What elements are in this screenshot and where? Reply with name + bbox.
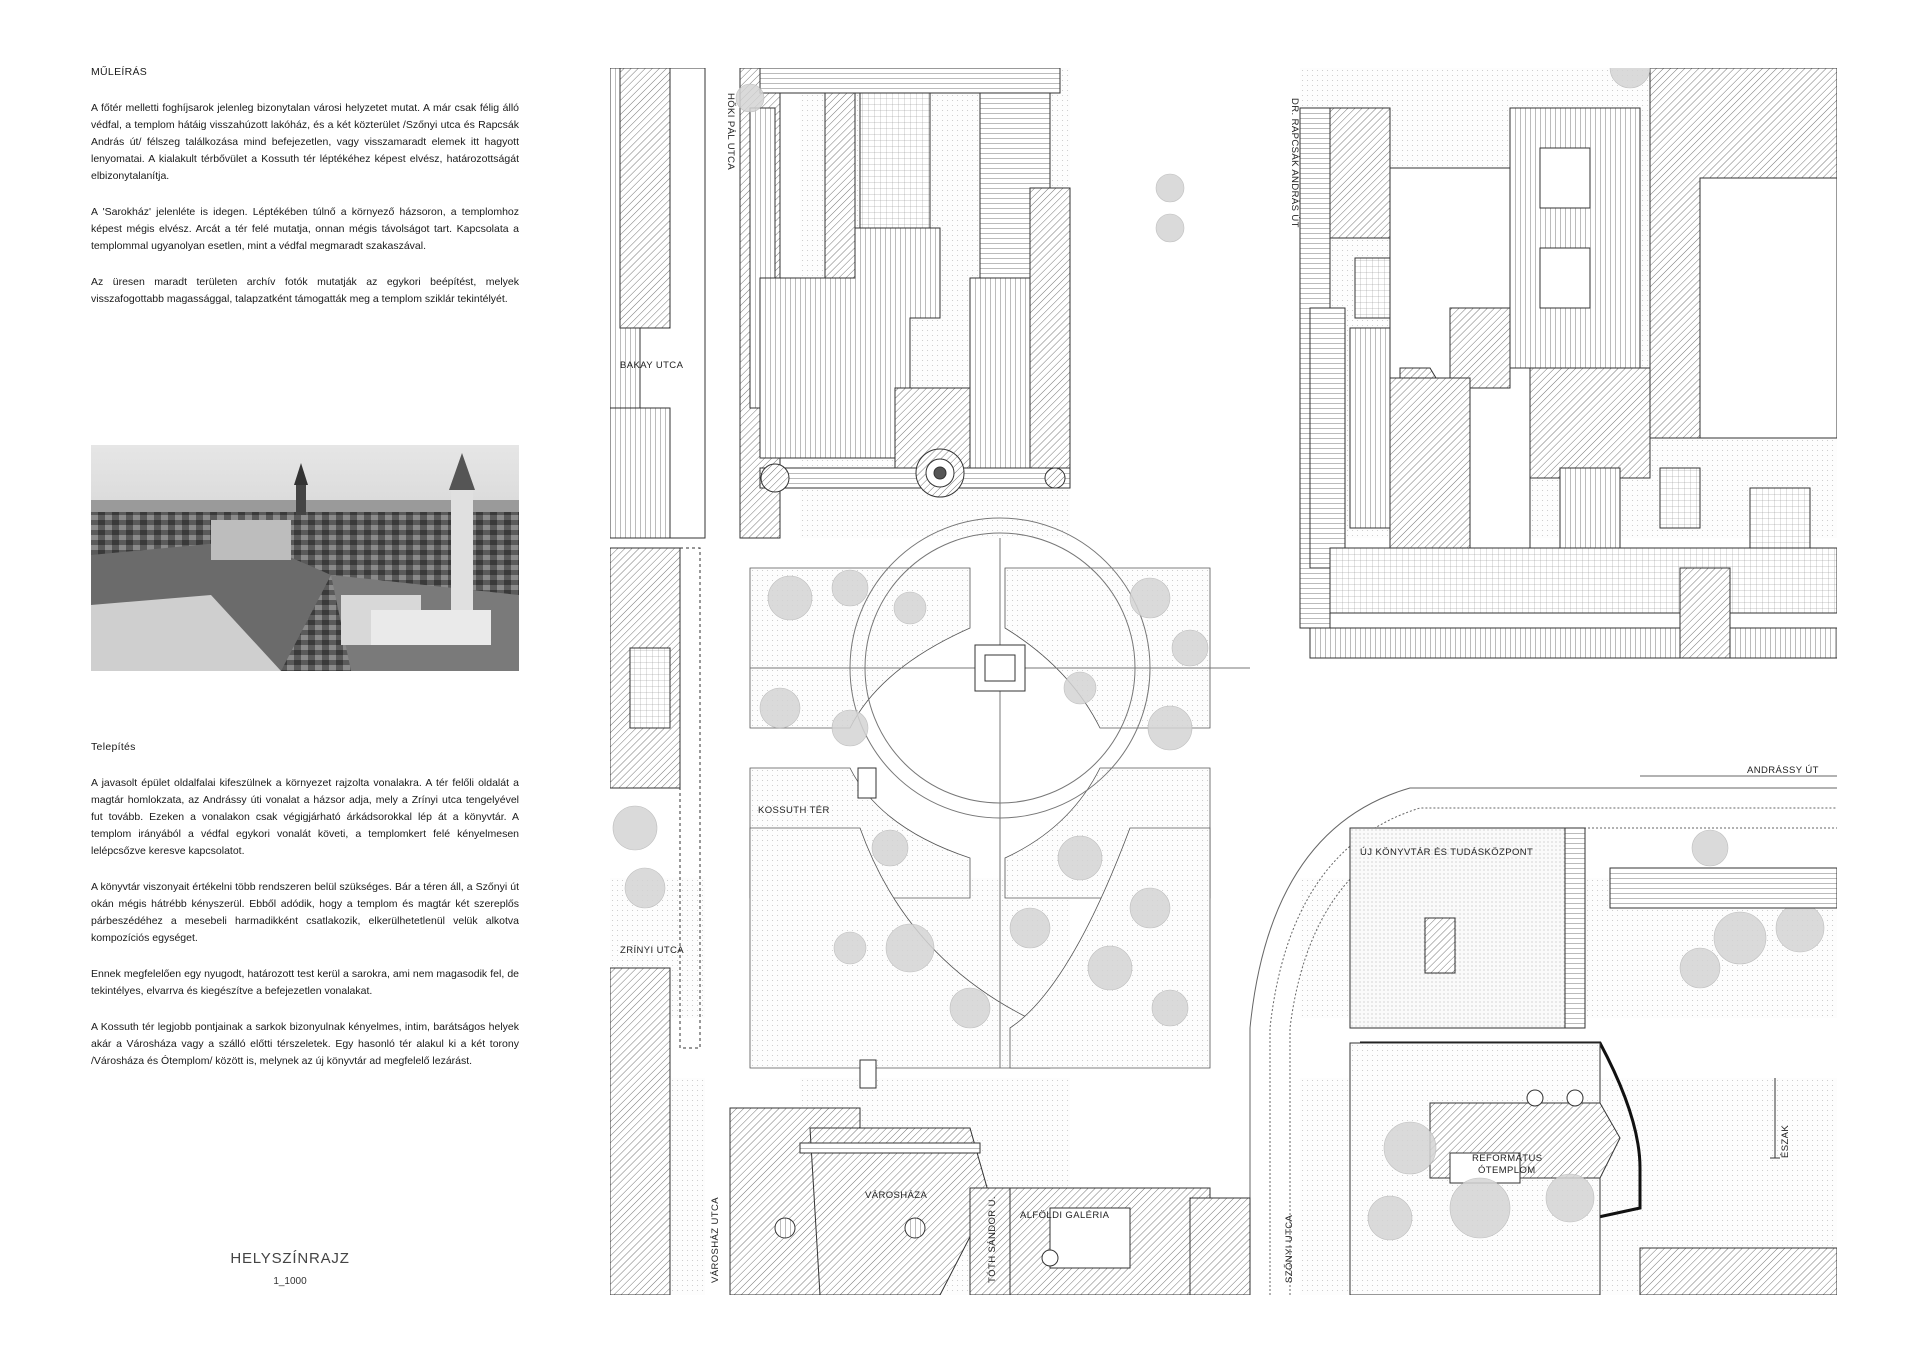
north-label: ÉSZAK bbox=[1780, 1124, 1791, 1158]
drawing-title: HELYSZÍNRAJZ bbox=[230, 1250, 350, 1267]
setting-paragraph-4: A Kossuth tér legjobb pontjainak a sarkok bizonyulnak kényelmes, intim, barátságos helyek akár a Városháza vagy a szálló előtti térszeletek. Egy hasonló tér alakul ki a két torony /Városháza és Ótemplom/ között is, melynek az új könyvtár ad megfelelő lezárást. bbox=[91, 1021, 519, 1067]
setting-paragraph-3: Ennek megfelelően egy nyugodt, határozott test kerül a sarokra, ami nem magasodik fel, de tekintélyes, elvarrva és kiegészítve a befejezetlen vonalakat. bbox=[91, 968, 519, 997]
library-label: ÚJ KÖNYVTÁR ÉS TUDÁSKÖZPONT bbox=[1360, 847, 1534, 858]
setting-paragraph-1: A javasolt épület oldalfalai kifeszülnek a környezet rajzolta vonalakra. A tér felőli oldalát a magtár homlokzata, az Andrássy úti vonalat a házsor adja, mely a Zrínyi utca tengelyével fut tovább. Ezeken a vonalakon csak végigjárható árkádsorokkal lép át a könyvtár. A templom irányából a védfal egykori vonalát követi, a templomkert felé kényelmesen lelépcsőzve keresve kapcsolatot. bbox=[91, 777, 519, 857]
street-label-varoshaz: VÁROSHÁZ UTCA bbox=[710, 1197, 721, 1283]
church-label-line2: ÓTEMPLOM bbox=[1478, 1165, 1536, 1176]
description-heading: MŰLEÍRÁS bbox=[91, 66, 148, 78]
description-section bbox=[91, 66, 519, 327]
archive-photo-image bbox=[91, 445, 519, 671]
street-label-hoki: HŐKI PÁL UTCA bbox=[725, 93, 736, 171]
setting-paragraph-2: A könyvtár viszonyait értékelni több rendszeren belül szükséges. Bár a téren áll, a Szőnyi út okán mégis hátrébb kényszerül. Ebből adódik, hogy a templom és magtár két szereplős párbeszédéhez a mesebeli harmadikként csatlakozik, elkerülhetetlenül velük alkotva kompozíciós egységet. bbox=[91, 881, 519, 944]
site-plan bbox=[610, 68, 1837, 1295]
street-label-rapcsak: DR. RAPCSÁK ANDRÁS ÚT bbox=[1289, 98, 1300, 228]
description-paragraph-3: Az üresen maradt területen archív fotók mutatják az egykori beépítést, melyek visszafogottabb magassággal, talapzatként támogatták meg a templom sziklár tekintélyét. bbox=[91, 276, 519, 305]
description-paragraph-2: A 'Sarokház' jelenléte is idegen. Léptékében túlnő a környező házsoron, a templomhoz képest mégis elvész. Arcát a tér felé mutatja, onnan mégis távolságot tart. Kapcsolata a templommal ugyanolyan esetlen, mint a védfal megmaradt szakaszával. bbox=[91, 206, 519, 252]
church-label-line1: REFORMÁTUS bbox=[1472, 1153, 1543, 1164]
archive-photo bbox=[91, 445, 519, 671]
drawing-title-block bbox=[180, 1250, 400, 1287]
description-paragraph-1: A főtér melletti foghíjsarok jelenleg bizonytalan városi helyzetet mutat. A már csak félig álló védfal, a templom hátáig visszahúzott lakóház, és a két közterület /Szőnyi utca és Rapcsák András út/ félszeg találkozása mind befejezetlen, vagy visszamaradt elemek itt hagyott lenyomatai. A kialakult térbővület a Kossuth tér léptékéhez képest elvész, határozottságát elbizonytalanítja. bbox=[91, 102, 519, 182]
setting-section bbox=[91, 741, 519, 1089]
street-label-kossuth: KOSSUTH TÉR bbox=[758, 805, 830, 816]
street-label-toth: TÓTH SÁNDOR U. bbox=[987, 1196, 998, 1283]
street-label-andrassy: ANDRÁSSY ÚT bbox=[1747, 765, 1819, 776]
drawing-scale: 1_1000 bbox=[273, 1276, 307, 1287]
city-hall-label: VÁROSHÁZA bbox=[865, 1190, 928, 1201]
street-label-zrinyi: ZRÍNYI UTCA bbox=[620, 945, 685, 956]
gallery-label: ALFÖLDI GALÉRIA bbox=[1020, 1210, 1110, 1221]
site-plan-drawing bbox=[610, 68, 1837, 1295]
street-label-szonyi: SZŐNYI UTCA bbox=[1284, 1214, 1295, 1283]
setting-heading: Telepítés bbox=[91, 741, 136, 753]
street-label-bakay: BAKAY UTCA bbox=[620, 360, 684, 371]
